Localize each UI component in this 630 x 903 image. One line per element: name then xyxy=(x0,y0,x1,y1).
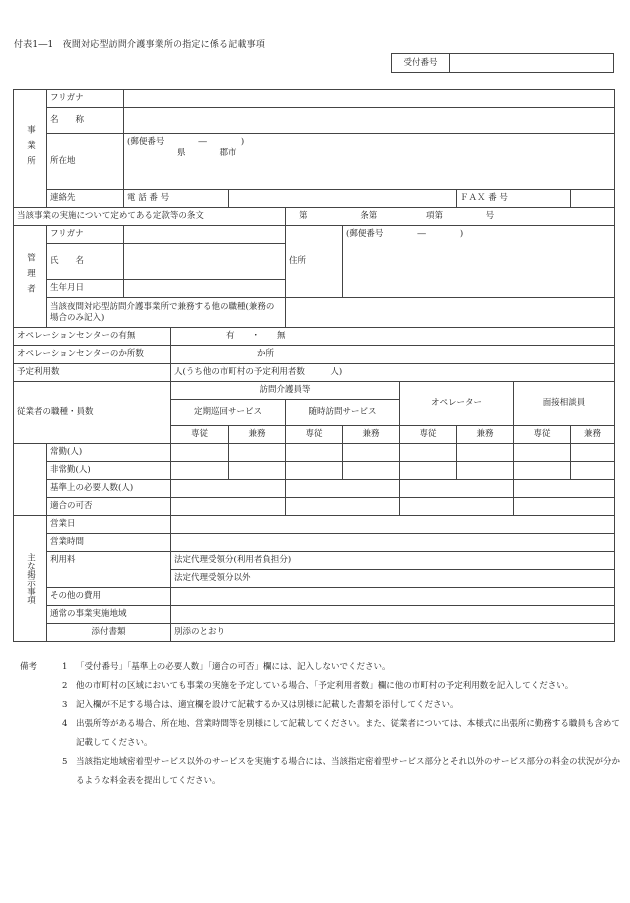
application-form-table xyxy=(13,89,615,642)
staff-cell[interactable] xyxy=(171,480,286,498)
contact-label: 連絡先 xyxy=(47,190,124,208)
kanrisha-address-field[interactable] xyxy=(343,226,615,298)
section-jigyosho: 事業所 xyxy=(14,90,47,208)
fax-label: ＦＡＸ 番 号 xyxy=(457,190,571,208)
tel-field[interactable] xyxy=(229,190,457,208)
op-center-count-field[interactable]: か所 xyxy=(171,346,615,364)
staff-group-label: 訪問介護員等 xyxy=(171,382,400,400)
other-costs-field[interactable] xyxy=(171,588,615,606)
area-field[interactable] xyxy=(171,606,615,624)
kanrisha-furigana-label: フリガナ xyxy=(47,226,124,244)
jigyosho-postal: (郵便番号 ― ) xyxy=(127,137,245,147)
jigyosho-address-field[interactable] xyxy=(124,134,615,190)
notes xyxy=(20,658,620,791)
planned-users-field[interactable]: 人(うち他の市町村の予定利用者数 人) xyxy=(171,364,615,382)
kanrisha-address-label: 住所 xyxy=(286,226,343,298)
staff-row-label: 常勤(人) xyxy=(47,444,171,462)
sub-header: 兼務 xyxy=(229,426,286,444)
staff-cell[interactable] xyxy=(171,444,229,462)
jigyosho-address-label: 所在地 xyxy=(47,134,124,190)
kanrisha-birth-field[interactable] xyxy=(124,280,286,298)
kanrisha-birth-label: 生年月日 xyxy=(47,280,124,298)
staff-cell[interactable] xyxy=(229,444,286,462)
tel-label: 電 話 番 号 xyxy=(124,190,229,208)
note-item: 2 他の市町村の区域においても事業の実施を予定している場合、「予定利用者数」欄に他の市町村の予定利用数を記入してください。 xyxy=(20,677,620,696)
staff-type-operator: オペレーター xyxy=(400,382,514,426)
staff-cell[interactable] xyxy=(457,444,514,462)
staff-cell[interactable] xyxy=(400,444,457,462)
kanrisha-concurrent-label: 当該夜間対応型訪問介護事業所で兼務する他の職種(兼務の場合のみ記入) xyxy=(47,298,286,328)
staff-row-label: 適合の可否 xyxy=(47,498,171,516)
sub-header: 兼務 xyxy=(457,426,514,444)
form-title: 付表1―1 夜間対応型訪問介護事業所の指定に係る記載事項 xyxy=(14,40,266,50)
staff-cell[interactable] xyxy=(286,498,400,516)
attachments-field[interactable]: 別添のとおり xyxy=(171,624,615,642)
note-number: 2 xyxy=(62,681,68,691)
regulation-ko: 項第 xyxy=(425,211,443,221)
planned-users-label: 予定利用数 xyxy=(14,364,171,382)
op-center-value[interactable]: 有 ・ 無 xyxy=(171,328,615,346)
jigyosho-furigana-field[interactable] xyxy=(124,90,615,108)
kanrisha-name-label: 氏 名 xyxy=(47,244,124,280)
kanrisha-concurrent-field[interactable] xyxy=(286,298,615,328)
staff-cell[interactable] xyxy=(286,462,343,480)
sub-header: 専従 xyxy=(171,426,229,444)
staff-type-interview: 面接相談員 xyxy=(514,382,615,426)
staff-cell[interactable] xyxy=(514,462,571,480)
staff-cell[interactable] xyxy=(229,462,286,480)
staff-cell[interactable] xyxy=(343,444,400,462)
sub-header: 専従 xyxy=(286,426,343,444)
sub-header: 専従 xyxy=(400,426,457,444)
staff-row-label: 基準上の必要人数(人) xyxy=(47,480,171,498)
note-number: 5 xyxy=(62,757,68,767)
fee-other-field[interactable]: 法定代理受領分以外 xyxy=(171,570,615,588)
note-number: 1 xyxy=(62,662,68,672)
note-item: 3 記入欄が不足する場合は、適宜欄を設けて記載するか又は別様に記載した書類を添付してください。 xyxy=(20,696,620,715)
staff-cell[interactable] xyxy=(171,462,229,480)
jigyosho-pref-city: 県 郡市 xyxy=(177,148,237,158)
business-days-label: 営業日 xyxy=(47,516,171,534)
staff-cell[interactable] xyxy=(343,462,400,480)
note-number: 4 xyxy=(62,719,68,729)
note-item: 5 当該指定地域密着型サービス以外のサービスを実施する場合には、当該指定密着型サービス部分とそれ以外のサービス部分の料金の状況が分かるような料金表を提出してください。 xyxy=(20,753,620,791)
op-center-count-label: オペレーションセンターのか所数 xyxy=(14,346,171,364)
staff-cell[interactable] xyxy=(400,498,514,516)
note-item: 備考 1 「受付番号」「基準上の必要人数」「適合の可否」欄には、記入しないでください。 xyxy=(20,658,620,677)
staff-cell[interactable] xyxy=(571,462,615,480)
regulation-label: 当該事業の実施について定めてある定款等の条文 xyxy=(14,208,286,226)
other-costs-label: その他の費用 xyxy=(47,588,171,606)
op-center-label: オペレーションセンターの有無 xyxy=(14,328,171,346)
staff-row-label: 非常勤(人) xyxy=(47,462,171,480)
kanrisha-postal: (郵便番号 ― ) xyxy=(346,229,464,239)
business-hours-field[interactable] xyxy=(171,534,615,552)
business-hours-label: 営業時間 xyxy=(47,534,171,552)
staff-cell[interactable] xyxy=(514,480,615,498)
staff-cell[interactable] xyxy=(286,444,343,462)
staff-label: 従業者の職種・員数 xyxy=(14,382,171,444)
staff-cell[interactable] xyxy=(457,462,514,480)
fee-legal-field[interactable]: 法定代理受領分(利用者負担分) xyxy=(171,552,615,570)
regulation-go: 号 xyxy=(485,211,495,221)
jigyosho-furigana-label: フリガナ xyxy=(47,90,124,108)
section-kanrisha: 管理者 xyxy=(14,226,47,328)
jigyosho-name-label: 名 称 xyxy=(47,108,124,134)
jigyosho-name-field[interactable] xyxy=(124,108,615,134)
kanrisha-name-field[interactable] xyxy=(124,244,286,280)
staff-cell[interactable] xyxy=(171,498,286,516)
section-main-items: 主な掲示事項 xyxy=(14,516,47,642)
staff-cell[interactable] xyxy=(514,498,615,516)
staff-type-periodic: 定期巡回サービス xyxy=(171,400,286,426)
business-days-field[interactable] xyxy=(171,516,615,534)
staff-type-ondemand: 随時訪問サービス xyxy=(286,400,400,426)
notes-heading: 備考 xyxy=(20,662,38,672)
sub-header: 専従 xyxy=(514,426,571,444)
area-label: 通常の事業実施地域 xyxy=(47,606,171,624)
staff-cell[interactable] xyxy=(286,480,400,498)
regulation-jo: 条第 xyxy=(360,211,378,221)
receipt-number-box xyxy=(391,53,614,73)
regulation-dai: 第 xyxy=(299,211,308,221)
fee-label: 利用料 xyxy=(47,552,171,588)
staff-cell[interactable] xyxy=(400,480,514,498)
sub-header: 兼務 xyxy=(571,426,615,444)
staff-cell[interactable] xyxy=(571,444,615,462)
receipt-number-label: 受付番号 xyxy=(392,54,450,72)
regulation-field[interactable] xyxy=(286,208,615,226)
note-item: 4 出張所等がある場合、所在地、営業時間等を別様にして記載してください。また、従業者については、本様式に出張所に勤務する職員も含めて記載してください。 xyxy=(20,715,620,753)
attachments-label: 添付書類 xyxy=(47,624,171,642)
staff-cell[interactable] xyxy=(514,444,571,462)
sub-header: 兼務 xyxy=(343,426,400,444)
staff-cell[interactable] xyxy=(400,462,457,480)
fax-field[interactable] xyxy=(571,190,615,208)
note-number: 3 xyxy=(62,700,68,710)
receipt-number-field[interactable] xyxy=(450,54,613,72)
staff-indent xyxy=(14,444,47,516)
kanrisha-furigana-field[interactable] xyxy=(124,226,286,244)
